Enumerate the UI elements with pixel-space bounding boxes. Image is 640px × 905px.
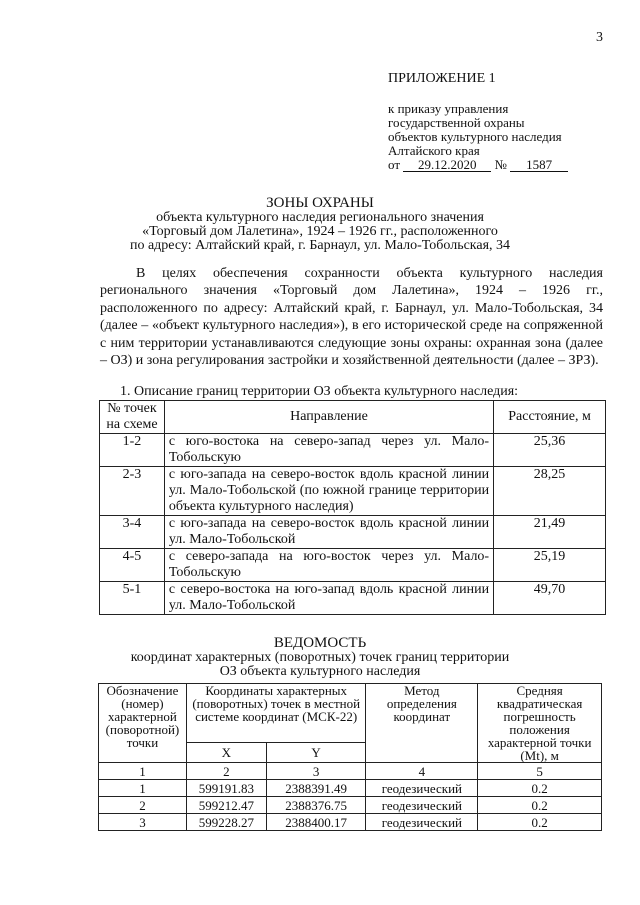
appendix-line: Алтайского края — [388, 143, 480, 158]
table-row — [100, 467, 606, 516]
number-sign: № — [494, 157, 507, 172]
cell-x: 599191.83 — [186, 780, 266, 797]
cell-distance: 25,36 — [494, 434, 606, 467]
table-header-row — [99, 684, 602, 743]
cell-direction: с юго-запада на северо-восток вдоль красной линии ул. Мало-Тобольской — [164, 516, 493, 549]
appendix-line: государственной охраны — [388, 115, 525, 130]
intro-paragraph: В целях обеспечения сохранности объекта культурного наследия регионального значения «Торговый дом Лалетина», 1924 – 1926 гг., расположенного по адресу: Алтайский край, г. Барнаул, ул. Мало-Тобольская, 34 (далее – «объект культурного наследия»), в его исторической среде на сопряженной с ним территории устанавливаются следующие зоны охраны: охранная зона (далее – ОЗ) и зона регулирования застройки и хозяйственной деятельности (далее – ЗРЗ). — [100, 266, 603, 369]
title-line: объекта культурного наследия регионального значения — [156, 210, 484, 225]
title-line: «Торговый дом Лалетина», 1924 – 1926 гг., расположенного — [142, 224, 498, 239]
table-row — [100, 516, 606, 549]
appendix-heading: ПРИЛОЖЕНИЕ 1 — [388, 71, 496, 86]
cell-points: 5-1 — [100, 582, 165, 615]
cell-distance: 49,70 — [494, 582, 606, 615]
appendix-block — [388, 72, 628, 172]
title-line: по адресу: Алтайский край, г. Барнаул, ул. Мало-Тобольская, 34 — [129, 238, 511, 253]
cell-method: геодезический — [366, 780, 478, 797]
cell-distance: 25,19 — [494, 549, 606, 582]
header-y: Y — [266, 742, 366, 762]
table-row — [100, 549, 606, 582]
header-method: Метод определения координат — [366, 684, 478, 763]
header-error: Средняя квадратическая погрешность положения характерной точки (Mt), м — [478, 684, 602, 763]
cell-y: 2388391.49 — [266, 780, 366, 797]
title2-main: ВЕДОМОСТЬ — [273, 635, 367, 651]
header-x: X — [186, 742, 266, 762]
coordinates-title — [80, 636, 560, 679]
coordinates-table — [98, 683, 602, 831]
table-row — [99, 780, 602, 797]
cell-points: 4-5 — [100, 549, 165, 582]
cell-distance: 28,25 — [494, 467, 606, 516]
column-number: 3 — [266, 763, 366, 780]
header-distance: Расстояние, м — [494, 401, 606, 434]
column-number-row — [99, 763, 602, 780]
cell-point: 2 — [99, 797, 187, 814]
cell-error: 0.2 — [478, 814, 602, 831]
appendix-line: объектов культурного наследия — [388, 129, 562, 144]
cell-points: 3-4 — [100, 516, 165, 549]
table-row — [99, 797, 602, 814]
title-main: ЗОНЫ ОХРАНЫ — [266, 195, 374, 211]
table-row — [99, 814, 602, 831]
column-number: 4 — [366, 763, 478, 780]
cell-points: 1-2 — [100, 434, 165, 467]
boundary-table — [99, 400, 606, 615]
cell-method: геодезический — [366, 797, 478, 814]
cell-direction: с юго-востока на северо-запад через ул. Мало-Тобольскую — [164, 434, 493, 467]
section1-heading: 1. Описание границ территории ОЗ объекта культурного наследия: — [120, 384, 519, 399]
header-direction: Направление — [164, 401, 493, 434]
cell-error: 0.2 — [478, 780, 602, 797]
order-date-line — [388, 158, 628, 172]
cell-point: 3 — [99, 814, 187, 831]
cell-y: 2388376.75 — [266, 797, 366, 814]
cell-direction: с юго-запада на северо-восток вдоль красной линии ул. Мало-Тобольской (по южной границе территории объекта культурного наследия) — [164, 467, 493, 516]
title2-line: координат характерных (поворотных) точек границ территории — [130, 650, 510, 665]
order-date: 29.12.2020 — [403, 158, 491, 172]
cell-points: 2-3 — [100, 467, 165, 516]
page-number: 3 — [596, 30, 603, 45]
header-points: № точек на схеме — [100, 401, 165, 434]
cell-method: геодезический — [366, 814, 478, 831]
document-title — [80, 196, 560, 253]
column-number: 2 — [186, 763, 266, 780]
table-header-row — [100, 401, 606, 434]
header-designation: Обозначение (номер) характерной (поворотной) точки — [99, 684, 187, 763]
title2-line: ОЗ объекта культурного наследия — [219, 664, 421, 679]
cell-x: 599212.47 — [186, 797, 266, 814]
cell-distance: 21,49 — [494, 516, 606, 549]
table-row — [100, 434, 606, 467]
cell-error: 0.2 — [478, 797, 602, 814]
column-number: 5 — [478, 763, 602, 780]
cell-direction: с северо-запада на юго-восток через ул. Мало-Тобольскую — [164, 549, 493, 582]
header-coordinates: Координаты характерных (поворотных) точек в местной системе координат (МСК-22) — [186, 684, 366, 743]
appendix-line: к приказу управления — [388, 101, 509, 116]
date-prefix: от — [388, 157, 401, 172]
cell-direction: с северо-востока на юго-запад вдоль красной линии ул. Мало-Тобольской — [164, 582, 493, 615]
cell-point: 1 — [99, 780, 187, 797]
cell-x: 599228.27 — [186, 814, 266, 831]
order-number: 1587 — [510, 158, 568, 172]
cell-y: 2388400.17 — [266, 814, 366, 831]
column-number: 1 — [99, 763, 187, 780]
table-row — [100, 582, 606, 615]
